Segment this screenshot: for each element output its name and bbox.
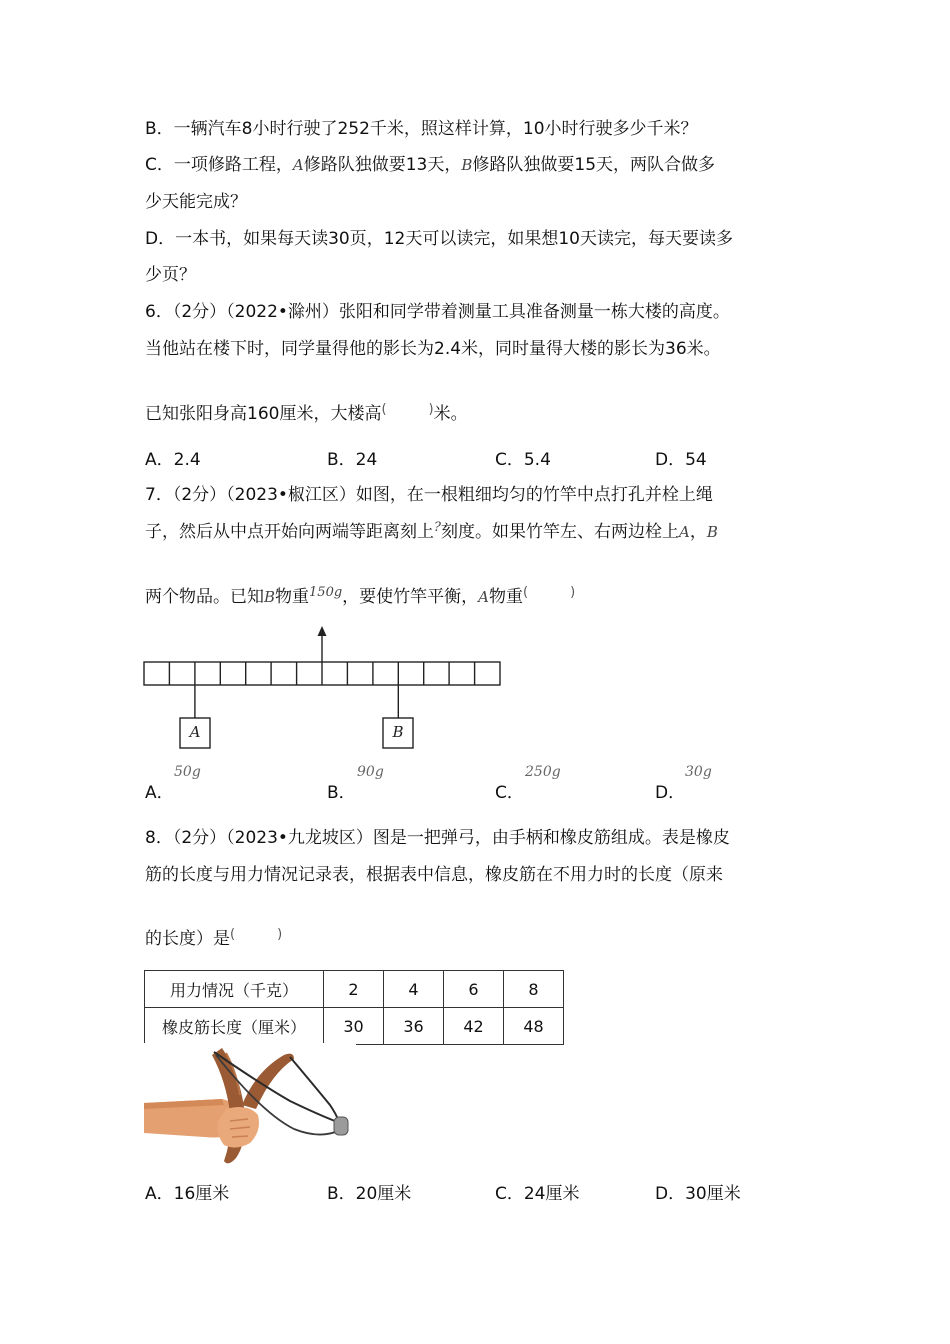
q7-stem-line3: 两个物品。已知B物重$^{150g}$，要使竹竿平衡，A物重( ) <box>145 585 576 607</box>
table-cell: 48 <box>504 1008 564 1045</box>
q8-stem-line1: 8．（2分）（2023•九龙坡区）图是一把弹弓，由手柄和橡皮筋组成。表是橡皮 <box>145 828 730 848</box>
weight-b <box>383 718 413 748</box>
q6-stem-line1: 6．（2分）（2022•滁州）张阳和同学带着测量工具准备测量一栋大楼的高度。 <box>145 302 730 322</box>
q6-option-d[interactable]: D．54 <box>655 450 707 470</box>
q6-option-b[interactable]: B．24 <box>327 450 378 470</box>
bamboo-pole <box>144 662 500 685</box>
q7-stem-line1: 7．（2分）（2023•椒江区）如图，在一根粗细均匀的竹竿中点打孔并栓上绳 <box>145 485 713 505</box>
q8-option-b[interactable]: B．20厘米 <box>327 1184 412 1204</box>
balance-figure <box>140 622 510 754</box>
weight-a <box>180 718 210 748</box>
q8-stem-line2: 筋的长度与用力情况记录表，根据表中信息，橡皮筋在不用力时的长度（原来 <box>145 865 723 885</box>
table-cell: 6 <box>444 971 504 1008</box>
q8-stem-line3: 的长度）是( ) <box>145 927 283 949</box>
q6-stem-line3: 已知张阳身高160厘米，大楼高( )米。 <box>145 402 468 424</box>
q5-option-d-cont: 少页？ <box>145 265 196 285</box>
table-cell: 36 <box>384 1008 444 1045</box>
slingshot-image <box>144 1043 356 1168</box>
table-header-length: 橡皮筋长度（厘米） <box>145 1008 324 1045</box>
table-cell: 2 <box>324 971 384 1008</box>
table-row <box>145 971 564 1008</box>
table-cell: 30 <box>324 1008 384 1045</box>
table-cell: 42 <box>444 1008 504 1045</box>
q8-option-a[interactable]: A．16厘米 <box>145 1184 230 1204</box>
q6-option-a[interactable]: A．2.4 <box>145 450 201 470</box>
table-cell: 4 <box>384 971 444 1008</box>
table-header-force: 用力情况（千克） <box>145 971 324 1008</box>
table-row <box>145 1008 564 1045</box>
q6-option-c[interactable]: C．5.4 <box>495 450 551 470</box>
weight-a-label: A <box>189 723 201 741</box>
q5-option-d: D．一本书，如果每天读30页，12天可以读完，如果想10天读完，每天要读多 <box>145 229 733 249</box>
q5-option-c-cont: 少天能完成？ <box>145 192 247 212</box>
table-cell: 8 <box>504 971 564 1008</box>
q8-option-d[interactable]: D．30厘米 <box>655 1184 741 1204</box>
pivot-arrow-icon <box>318 626 327 662</box>
weight-b-label: B <box>392 723 404 741</box>
q5-option-c: C．一项修路工程，A修路队独做要13天，B修路队独做要15天，两队合做多 <box>145 155 716 175</box>
force-length-table <box>144 970 564 1045</box>
q6-stem-line2: 当他站在楼下时，同学量得他的影长为2.4米，同时量得大楼的影长为36米。 <box>145 339 721 359</box>
q5-option-b: B．一辆汽车8小时行驶了252千米，照这样计算，10小时行驶多少千米？ <box>145 119 698 139</box>
q8-option-c[interactable]: C．24厘米 <box>495 1184 580 1204</box>
q7-stem-line2: 子，然后从中点开始向两端等距离刻上?刻度。如果竹竿左、右两边栓上A，B <box>145 520 718 542</box>
